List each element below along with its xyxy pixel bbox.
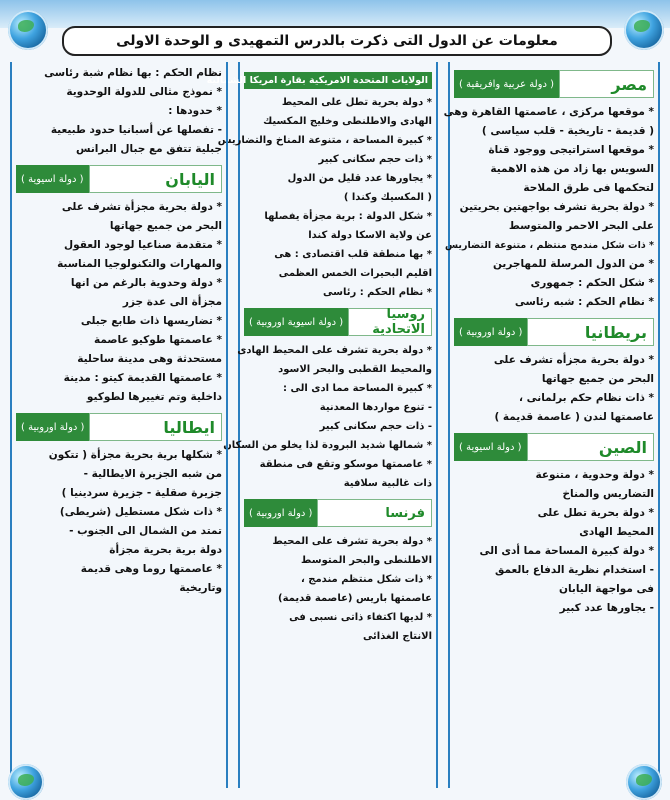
usa-line: * شكل الدولة : برية مجزأة يفصلها (264, 211, 432, 222)
japan-tag: ( دولة اسيوية ) (16, 165, 89, 193)
italy-heading (16, 413, 222, 441)
usa-line: * بها منطقة قلب اقتصادى : هى (274, 249, 432, 260)
top-banner (0, 0, 670, 28)
japan-line: * عاصمتها طوكيو عاصمة (93, 334, 222, 346)
britain-heading (454, 318, 654, 346)
britain-line: البحر من جميع جهاتها (541, 373, 654, 385)
usa-line: الهادى والاطلنطى وخليج المكسيك (263, 116, 432, 127)
italy-name: ايطاليا (89, 413, 222, 441)
japan-line: * عاصمتها القديمة كيتو : مدينة (63, 372, 222, 384)
page-title (62, 26, 612, 56)
france-continued-line: جبلية تتفق مع جبال البرانس (76, 143, 222, 155)
globe-icon (624, 10, 664, 50)
globe-icon (8, 764, 44, 800)
china-heading (454, 433, 654, 461)
japan-line: البحر من جميع جهاتها (109, 220, 222, 232)
italy-line: تمتد من الشمال الى الجنوب - (69, 525, 222, 537)
china-name: الصين (527, 433, 654, 461)
france-continued-line: * حدودها : (168, 105, 222, 117)
italy-line: * ذات شكل مستطيل (شريطى) (59, 506, 222, 518)
usa-section (206, 72, 432, 302)
italy-line: * شكلها برية بحرية مجزأة ( تتكون (48, 449, 222, 461)
egypt-line: * نظام الحكم : شبه رئاسى (514, 296, 654, 308)
france-line: عاصمتها باريس (عاصمة قديمة) (278, 593, 432, 604)
egypt-line: السويس بها زاد من هذه الاهمية (490, 163, 654, 175)
russia-line: * عاصمتها موسكو وتقع فى منطقة (259, 459, 432, 470)
china-tag: ( دولة اسيوية ) (454, 433, 527, 461)
title-text: معلومات عن الدول التى ذكرت بالدرس التمهيدى و الوحدة الاولى (116, 33, 558, 49)
russia-line: * شمالها شديد البرودة لذا يخلو من السكان (223, 440, 432, 451)
column-middle (206, 62, 438, 788)
france-section (244, 499, 432, 646)
russia-name: روسيا الاتحادية (348, 308, 432, 336)
egypt-line: ( قديمة - تاريخية - قلب سياسى ) (481, 125, 654, 137)
china-line: * دولة بحرية تطل على (537, 507, 654, 519)
egypt-line: * شكل الحكم : جمهورى (530, 277, 654, 289)
china-line: التضاريس والمناخ (562, 488, 654, 500)
france-line: * دولة بحرية تشرف على المحيط (272, 536, 432, 547)
france-name: فرنسا (317, 499, 432, 527)
japan-line: والمهارات والتكنولوجيا المناسبة (57, 258, 222, 270)
egypt-line: لتحكمها فى طرق الملاحة (523, 182, 654, 194)
france-line: الانتاج الغذائى (362, 631, 432, 642)
japan-line: مجزأة الى عدة جزر (122, 296, 222, 308)
china-line: - استخدام نظرية الدفاع بالعمق (495, 564, 654, 576)
britain-line: * ذات نظام حكم برلمانى ، (519, 392, 654, 404)
italy-line: جزيرة صقلية - جزيرة سردينيا ) (61, 487, 222, 499)
britain-line: * دولة بحرية مجزأه تشرف على (493, 354, 654, 366)
france-line: * ذات شكل منتظم مندمج ، (300, 574, 432, 585)
japan-line: * متقدمة صناعيا لوجود العقول (64, 239, 222, 251)
china-line: المحيط الهادى (579, 526, 654, 538)
france-continued-section (16, 64, 222, 159)
usa-line: ( المكسيك وكندا ) (343, 192, 432, 203)
egypt-line: * من الدول المرسلة للمهاجرين (492, 258, 654, 270)
russia-section (223, 307, 432, 493)
japan-line: * تضاريسها ذات طابع جبلى (80, 315, 222, 327)
usa-heading: الولايات المتحدة الامريكية بقارة امريكا الشمالية (244, 72, 432, 89)
egypt-heading (454, 70, 654, 98)
france-continued-line: * نموذج مثالى للدولة الوحدوية (66, 86, 222, 98)
france-continued-line: - تفصلها عن أسبانيا حدود طبيعية (50, 124, 222, 136)
column-right (443, 62, 660, 788)
egypt-tag: ( دولة عربية وافريقية ) (454, 70, 559, 98)
japan-name: اليابان (89, 165, 222, 193)
france-continued-line: نظام الحكم : بها نظام شبة رئاسى (44, 67, 222, 79)
usa-line: * كبيرة المساحة ، متنوعة المناخ والتضاريس (217, 135, 432, 146)
italy-section (16, 413, 222, 598)
italy-line: * عاصمتها روما وهى قديمة (80, 563, 222, 575)
egypt-line: * ذات شكل مندمج منتظم ، متنوعة التضاريس (444, 240, 654, 251)
italy-line: من شبه الجزيرة الايطالية - (83, 468, 222, 480)
russia-tag: ( دولة اسيوية اوروبية ) (244, 308, 348, 336)
usa-line: عن ولاية الاسكا دولة كندا (308, 230, 432, 241)
usa-line: * دولة بحرية تطل على المحيط (281, 97, 432, 108)
egypt-section (443, 70, 654, 312)
france-heading (244, 499, 432, 527)
usa-line: * يجاورها عدد قليل من الدول (287, 173, 432, 184)
britain-section (454, 318, 654, 427)
japan-line: داخلية وتم تغييرها لطوكيو (86, 391, 222, 403)
russia-line: * كبيرة المساحة مما ادى الى : (283, 383, 432, 394)
usa-line: اقليم البحيرات الخمس العظمى (278, 268, 432, 279)
egypt-line: * دولة بحرية تشرف بواجهتين بحريتين (459, 201, 654, 213)
italy-line: دولة برية بحرية مجزأة (109, 544, 222, 556)
egypt-line: * موقعها مركزى ، عاصمتها القاهرة وهى (443, 106, 654, 118)
britain-line: عاصمتها لندن ( عاصمة قديمة ) (494, 411, 654, 423)
japan-line: * دولة بحرية مجزأة تشرف على (61, 201, 222, 213)
japan-heading (16, 165, 222, 193)
usa-line: * نظام الحكم : رئاسى (323, 287, 432, 298)
britain-tag: ( دولة اوروبية ) (454, 318, 527, 346)
italy-line: وتاريخية (179, 582, 222, 594)
china-line: - يجاورها عدد كبير (559, 602, 654, 614)
russia-heading (244, 308, 432, 336)
italy-tag: ( دولة اوروبية ) (16, 413, 89, 441)
russia-line: ذات غالبية سلافية (343, 478, 432, 489)
russia-line: - تنوع مواردها المعدنية (319, 402, 432, 413)
china-line: فى مواجهة اليابان (559, 583, 654, 595)
france-line: * لديها اكتفاء ذاتى نسبى فى (289, 612, 432, 623)
globe-icon (626, 764, 662, 800)
egypt-line: * موقعها استراتيجى ووجود قناة (488, 144, 654, 156)
globe-icon (8, 10, 48, 50)
egypt-name: مصر (559, 70, 654, 98)
usa-line: * ذات حجم سكانى كبير (318, 154, 432, 165)
france-line: الاطلنطى والبحر المتوسط (301, 555, 432, 566)
china-section (454, 433, 654, 618)
britain-name: بريطانيا (527, 318, 654, 346)
russia-line: - ذات حجم سكانى كبير (319, 421, 432, 432)
japan-section (16, 165, 222, 407)
egypt-line: على البحر الاحمر والمتوسط (508, 220, 654, 232)
russia-line: والمحيط القطبى والبحر الاسود (278, 364, 432, 375)
japan-line: مستحدثة وهى مدينة ساحلية (77, 353, 222, 365)
china-line: * دولة وحدوية ، متنوعة (535, 469, 654, 481)
japan-line: * دولة وحدوية بالرغم من انها (70, 277, 222, 289)
china-line: * دولة كبيرة المساحة مما أدى الى (479, 545, 654, 557)
france-tag: ( دولة اوروبية ) (244, 499, 317, 527)
column-left (10, 62, 228, 788)
russia-line: * دولة بحرية تشرف على المحيط الهادى (237, 345, 432, 356)
